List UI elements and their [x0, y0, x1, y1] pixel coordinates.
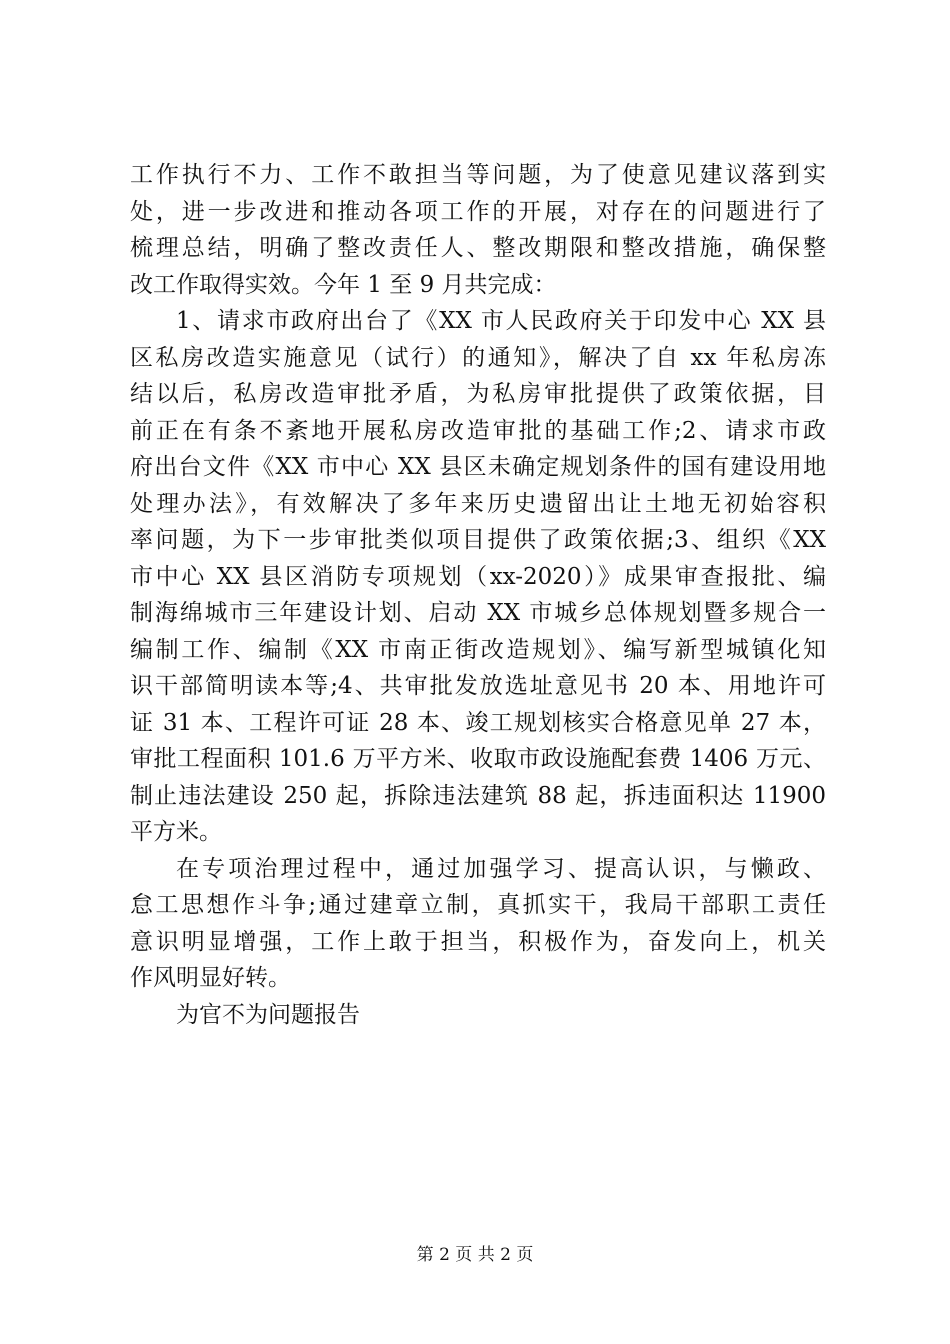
text-line: 怠工思想作斗争;通过建章立制，真抓实干，我局干部职工责任 [130, 892, 826, 918]
text-line: 证 31 本、工程许可证 28 本、竣工规划核实合格意见单 27 本， [130, 709, 826, 736]
page-footer: 第 2 页 共 2 页 [416, 1245, 534, 1265]
text-line: 前正在有条不紊地开展私房改造审批的基础工作;2、请求市政 [130, 417, 826, 444]
text-line: 1、请求市政府出台了《XX 市人民政府关于印发中心 XX 县 [176, 308, 826, 334]
text-line: 市中心 XX 县区消防专项规划（xx-2020）》成果审查报批、编 [130, 563, 826, 590]
text-line: 编制工作、编制《XX 市南正街改造规划》、编写新型城镇化知 [130, 636, 826, 663]
text-line: 制止违法建设 250 起，拆除违法建筑 88 起，拆违面积达 11900 [130, 782, 826, 809]
text-line: 在专项治理过程中，通过加强学习、提高认识，与懒政、 [176, 855, 826, 882]
text-line: 平方米。 [130, 819, 222, 845]
text-line: 工作执行不力、工作不敢担当等问题，为了使意见建议落到实 [130, 162, 826, 188]
text-line: 改工作取得实效。今年 1 至 9 月共完成： [130, 271, 557, 298]
text-line: 识干部简明读本等;4、共审批发放选址意见书 20 本、用地许可 [130, 673, 826, 699]
text-line: 区私房改造实施意见（试行）的通知》，解决了自 xx 年私房冻 [130, 344, 826, 371]
text-line: 审批工程面积 101.6 万平方米、收取市政设施配套费 1406 万元、 [130, 746, 826, 772]
paragraph-intro [130, 157, 826, 303]
text-line: 率问题，为下一步审批类似项目提供了政策依据;3、组织《XX [130, 527, 826, 553]
paragraph-achievements [130, 303, 826, 851]
paragraph-title-line [130, 997, 826, 1034]
text-line: 为官不为问题报告 [176, 1001, 360, 1028]
text-line: 结以后，私房改造审批矛盾，为私房审批提供了政策依据，目 [130, 381, 826, 407]
text-line: 作风明显好转。 [130, 965, 291, 991]
document-body [130, 157, 826, 1033]
text-line: 梳理总结，明确了整改责任人、整改期限和整改措施，确保整 [130, 235, 826, 261]
text-line: 处，进一步改进和推动各项工作的开展，对存在的问题进行了 [130, 198, 826, 225]
paragraph-conclusion [130, 851, 826, 997]
text-line: 意识明显增强，工作上敢于担当，积极作为，奋发向上，机关 [130, 928, 826, 955]
text-line: 府出台文件《XX 市中心 XX 县区未确定规划条件的国有建设用地 [130, 454, 826, 480]
text-line: 处理办法》，有效解决了多年来历史遗留出让土地无初始容积 [130, 490, 826, 517]
text-line: 制海绵城市三年建设计划、启动 XX 市城乡总体规划暨多规合一 [130, 600, 826, 626]
